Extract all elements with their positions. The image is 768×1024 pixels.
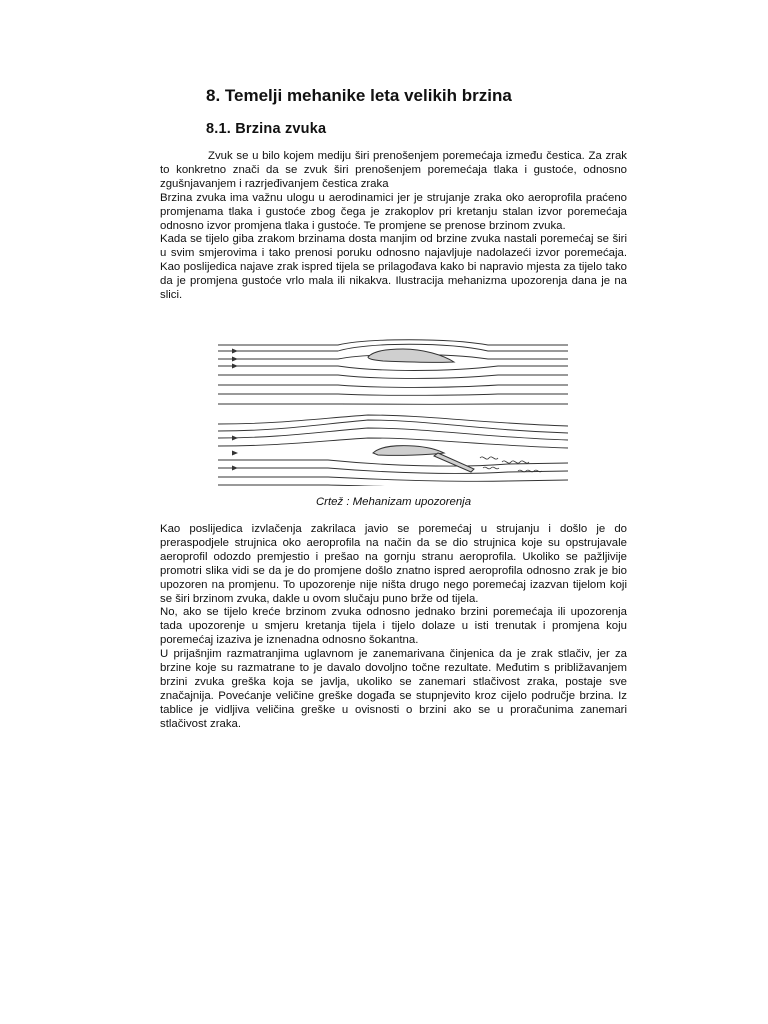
streamline — [218, 375, 568, 378]
figure-caption: Crtež : Mehanizam upozorenja — [315, 496, 472, 508]
streamline — [218, 468, 568, 473]
body-text-bottom — [160, 523, 627, 732]
wake-mark — [502, 461, 529, 463]
flap-bottom — [434, 453, 474, 472]
paragraph: U prijašnjim razmatranjima uglavnom je zanemarivana činjenica da je zrak stlačiv, jer za brzine koje su razmatrane to je davalo dovoljno točne rezultate. Međutim s približavanjem brzini zvuka greška koja se javlja, ukoliko se zanemari stlačivost zraka, postaje sve značajnija. Povećanje veličine greške događa se stupnjevito kroz cijelo područje brzina. Iz tablice je vidljiva veličina greške u ovisnosti o brzini ako se u proračunima zanemari stlačivost zraka. — [160, 648, 627, 730]
streamline — [218, 485, 568, 486]
wake-mark — [483, 467, 499, 469]
body-text-top — [160, 150, 627, 303]
paragraph: No, ako se tijelo kreće brzinom zvuka odnosno jednako brzini poremećaja ili upozorenja tada upozorenje u smjeru kretanja tijela i tijelo dolaze u isti trenutak i promjena koju poremećaj izaziva je iznenadna odnosno šokantna. — [160, 606, 627, 647]
streamline — [218, 460, 568, 466]
paragraph: Kada se tijelo giba zrakom brzinama dosta manjim od brzine zvuka nastali poremećaj se širi u svim smjerovima i tako prenosi poruku odnosno najavljuje nadolazeći izvor poremećaja. Kao poslijedica najave zrak ispred tijela se prilagođava kako bi napravio mjesta za tijelo tako da je promjena gustoće vrlo mala ili nikakva. Ilustracija mehanizma upozorenja dana je na slici. — [160, 233, 627, 302]
flow-arrow — [232, 451, 238, 456]
paragraph: Kao poslijedica izvlačenja zakrilaca javio se poremećaj u strujanju i došlo je do preraspodjele strujnica oko aeroprofila na način da se dio strujnica koje su opstrujavale aeroprofil odozdo premjestio i prešao na gornju stranu aeroprofila. Ukoliko se pažljivije promotri slika vidi se da je do promjene došlo znatno ispred aeroprofila odnosno zrak je bio upozoren na promjenu. To upozorenje nije ništa drugo nego poremećaj izazvan tijelom koji se širi brzinom zvuka, dakle u ovom slučaju puno brže od tijela. — [160, 523, 627, 605]
flow-arrow — [232, 364, 238, 369]
paragraph: Zvuk se u bilo kojem mediju širi prenošenjem poremećaja između čestica. Za zrak to konkretno znači da se zvuk širi prenošenjem poremećaja tlaka i gustoće, odnosno zgušnjavanjem i razrjeđivanjem čestica zraka — [160, 150, 627, 190]
wake-mark — [480, 457, 498, 459]
streamline — [218, 385, 568, 387]
streamline — [218, 394, 568, 395]
airfoil-bottom — [373, 446, 444, 456]
section-title: 8.1. Brzina zvuka — [206, 121, 327, 137]
flow-arrow — [232, 436, 238, 441]
streamline — [218, 366, 568, 371]
flow-arrow — [232, 466, 238, 471]
chapter-title: 8. Temelji mehanike leta velikih brzina — [206, 86, 512, 105]
paragraph: Brzina zvuka ima važnu ulogu u aerodinamici jer je strujanje zraka oko aeroprofila praćeno promjenama tlaka i gustoće zbog čega je zrakoplov pri kretanju stalan izvor poremećaja odnosno izvor promjena tlaka i gustoće. Te promjene se prenose brzinom zvuka. — [160, 191, 627, 232]
streamline — [218, 477, 568, 481]
airfoil-top — [368, 349, 454, 362]
airflow-figure — [218, 338, 568, 486]
flow-arrow — [232, 349, 238, 354]
flow-arrow — [232, 357, 238, 362]
